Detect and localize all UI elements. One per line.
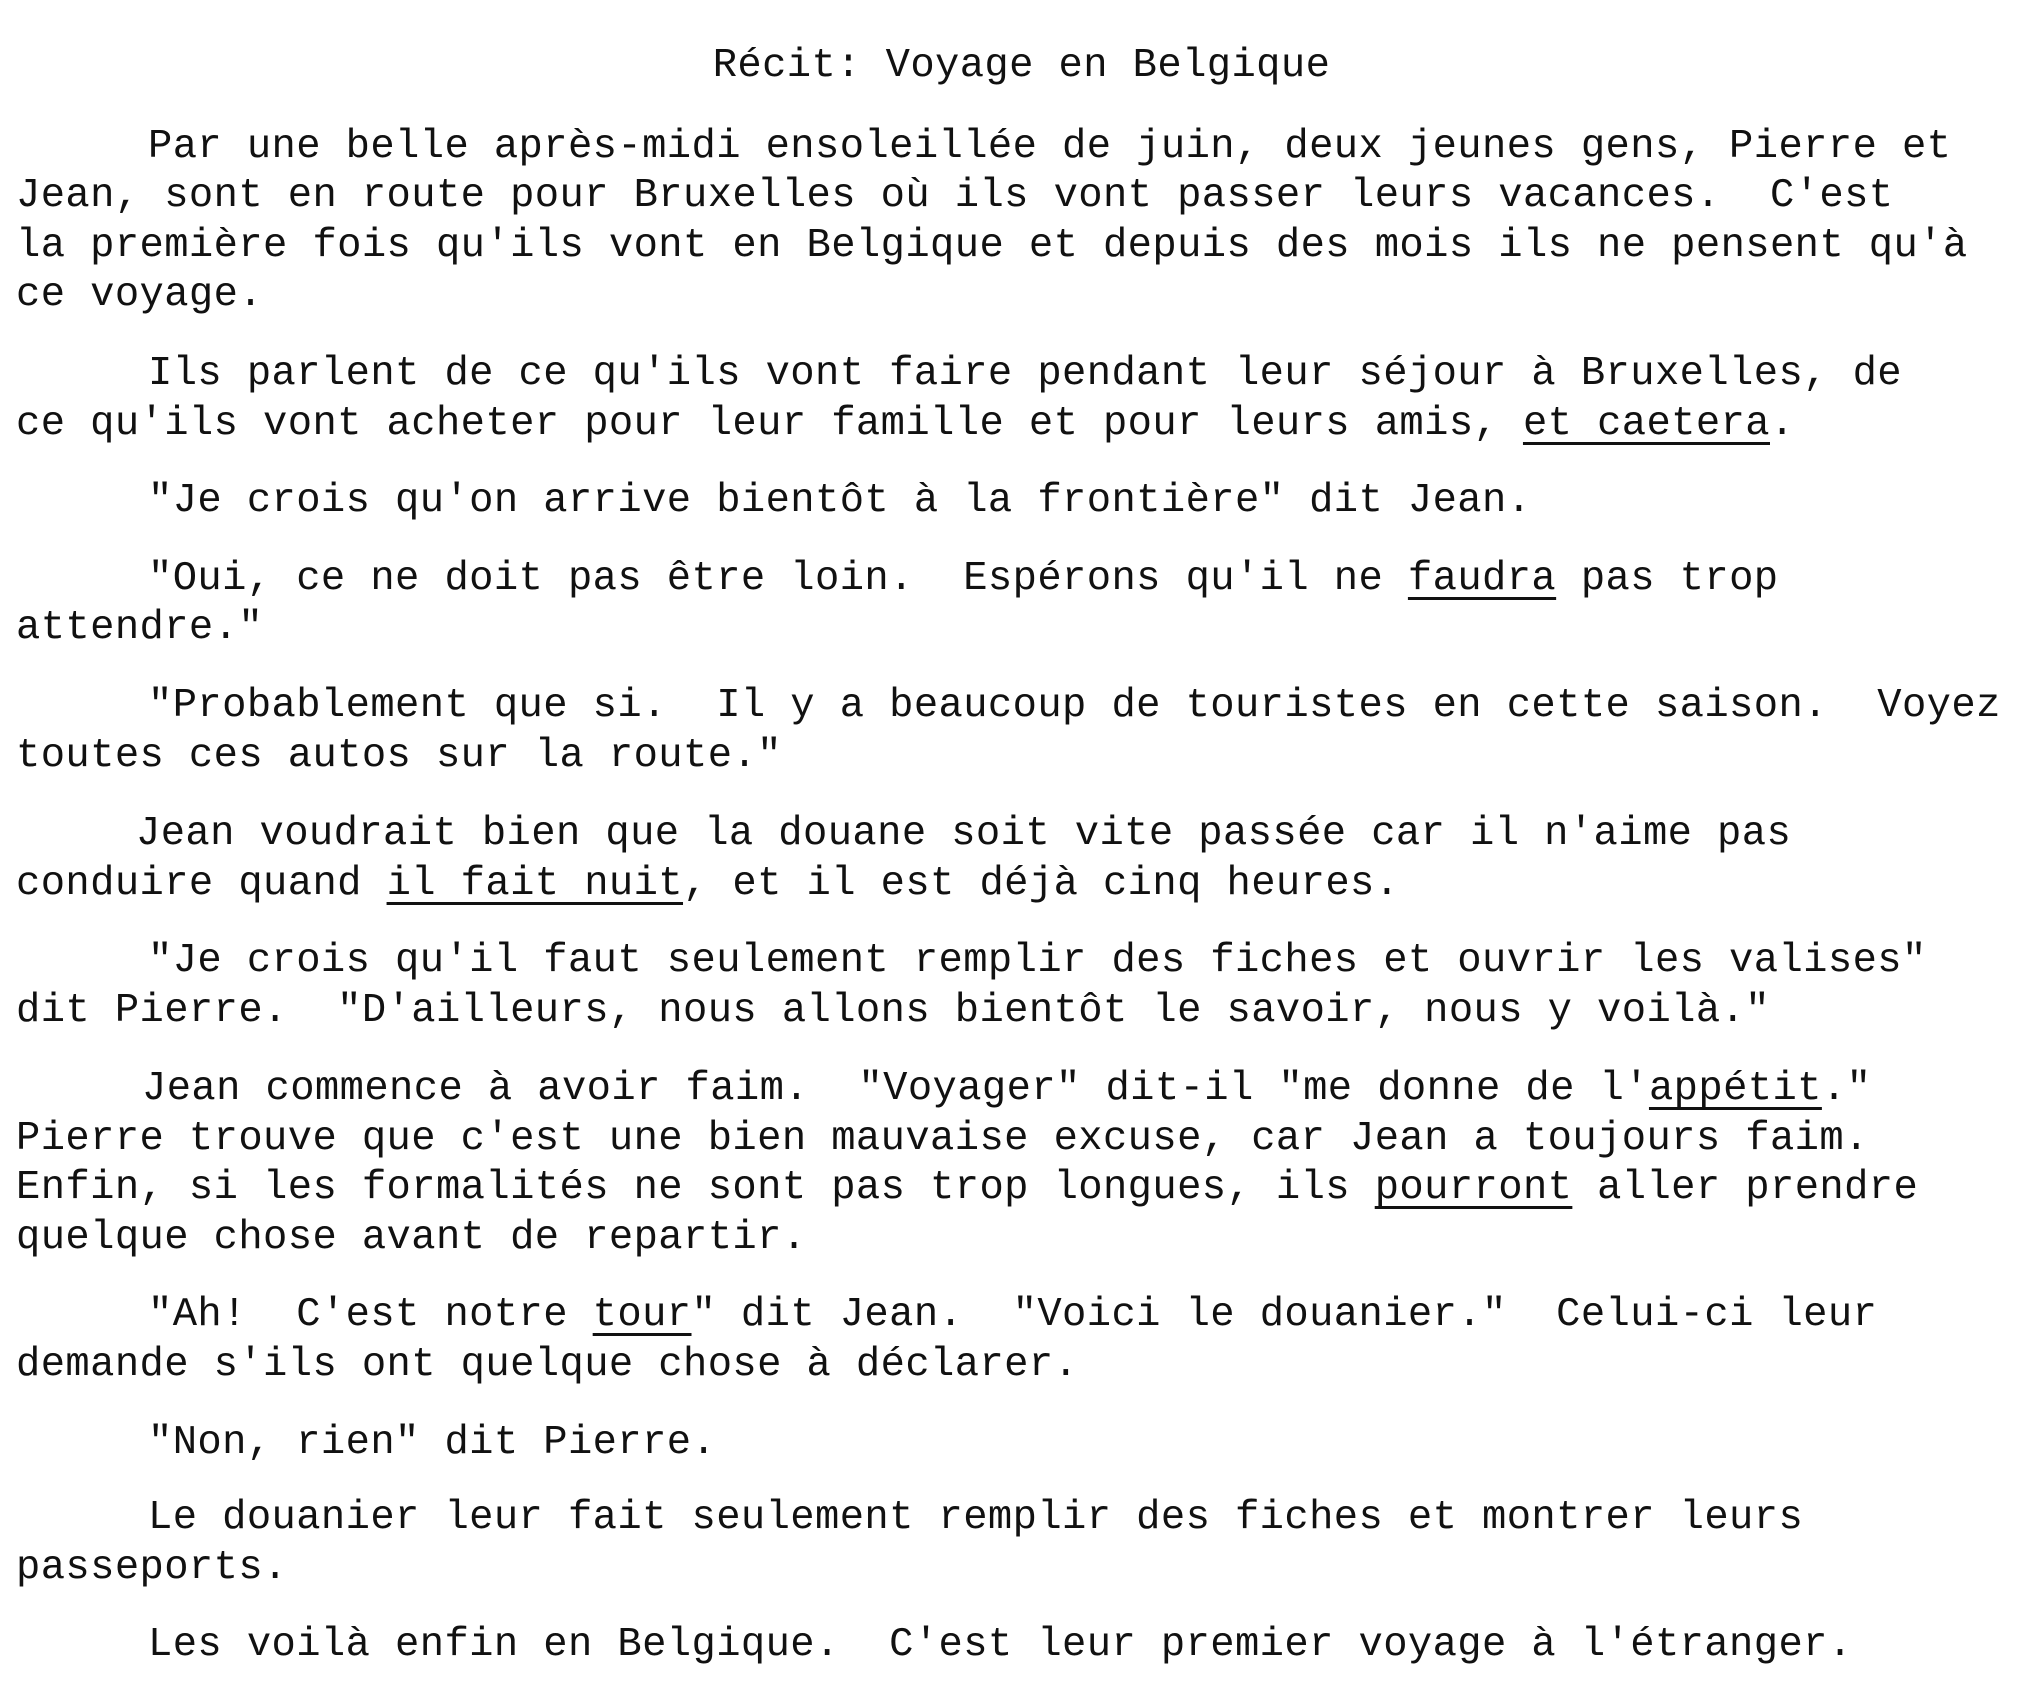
underlined-term: il fait nuit	[386, 861, 684, 907]
text-line: passeports.	[16, 1545, 288, 1591]
text-line: Ils parlent de ce qu'ils vont faire pendant leur séjour à Bruxelles, de	[148, 351, 1902, 397]
text-segment: ."	[1821, 1066, 1872, 1112]
text-segment: .	[1770, 401, 1795, 447]
text-line	[16, 858, 1399, 910]
text-line: ce voyage.	[16, 272, 264, 318]
text-segment: Enfin, si les formalités ne sont pas trop longues, ils	[16, 1165, 1375, 1211]
text-line: la première fois qu'ils vont en Belgique et depuis des mois ils ne pensent qu'à	[16, 223, 1968, 269]
text-segment: ce qu'ils vont acheter pour leur famille et pour leurs amis,	[16, 401, 1523, 447]
text-line: Par une belle après-midi ensoleillée de juin, deux jeunes gens, Pierre et	[148, 124, 1952, 170]
text-line	[16, 1162, 1918, 1214]
text-line: Les voilà enfin en Belgique. C'est leur premier voyage à l'étranger.	[148, 1622, 1853, 1668]
text-segment: aller prendre	[1572, 1165, 1919, 1211]
text-segment: "Oui, ce ne doit pas être loin. Espérons qu'il ne	[148, 556, 1408, 602]
text-line	[148, 553, 1778, 605]
text-line: "Non, rien" dit Pierre.	[148, 1420, 717, 1466]
text-segment: " dit Jean. "Voici le douanier." Celui-ci leur	[691, 1292, 1878, 1338]
text-line: "Probablement que si. Il y a beaucoup de touristes en cette saison. Voyez	[148, 683, 2001, 729]
text-line: demande s'ils ont quelque chose à déclarer.	[16, 1342, 1079, 1388]
text-line: Jean voudrait bien que la douane soit vite passée car il n'aime pas	[136, 811, 1792, 857]
text-line	[142, 1063, 1871, 1115]
text-line: "Je crois qu'on arrive bientôt à la frontière" dit Jean.	[148, 478, 1532, 524]
text-segment: "Ah! C'est notre	[148, 1292, 593, 1338]
text-line: Pierre trouve que c'est une bien mauvaise excuse, car Jean a toujours faim.	[16, 1116, 1869, 1162]
underlined-term: et caetera	[1522, 401, 1770, 447]
text-line: Jean, sont en route pour Bruxelles où ils vont passer leurs vacances. C'est	[16, 173, 1894, 219]
text-line: quelque chose avant de repartir.	[16, 1215, 807, 1261]
text-line: "Je crois qu'il faut seulement remplir des fiches et ouvrir les valises"	[148, 938, 1927, 984]
text-line	[16, 398, 1795, 450]
text-line: toutes ces autos sur la route."	[16, 733, 782, 779]
text-line: Le douanier leur fait seulement remplir des fiches et montrer leurs	[148, 1495, 1804, 1541]
text-line: dit Pierre. "D'ailleurs, nous allons bientôt le savoir, nous y voilà."	[16, 988, 1770, 1034]
text-line: attendre."	[16, 605, 264, 651]
document-title: Récit: Voyage en Belgique	[712, 43, 1331, 89]
text-segment: Jean commence à avoir faim. "Voyager" dit-il "me donne de l'	[142, 1066, 1649, 1112]
underlined-term: faudra	[1407, 556, 1557, 602]
text-line	[148, 1289, 1877, 1341]
text-segment: conduire quand	[16, 861, 387, 907]
text-segment: pas trop	[1556, 556, 1779, 602]
underlined-term: pourront	[1374, 1165, 1573, 1211]
underlined-term: tour	[592, 1292, 692, 1338]
text-segment: , et il est déjà cinq heures.	[683, 861, 1400, 907]
underlined-term: appétit	[1648, 1066, 1822, 1112]
